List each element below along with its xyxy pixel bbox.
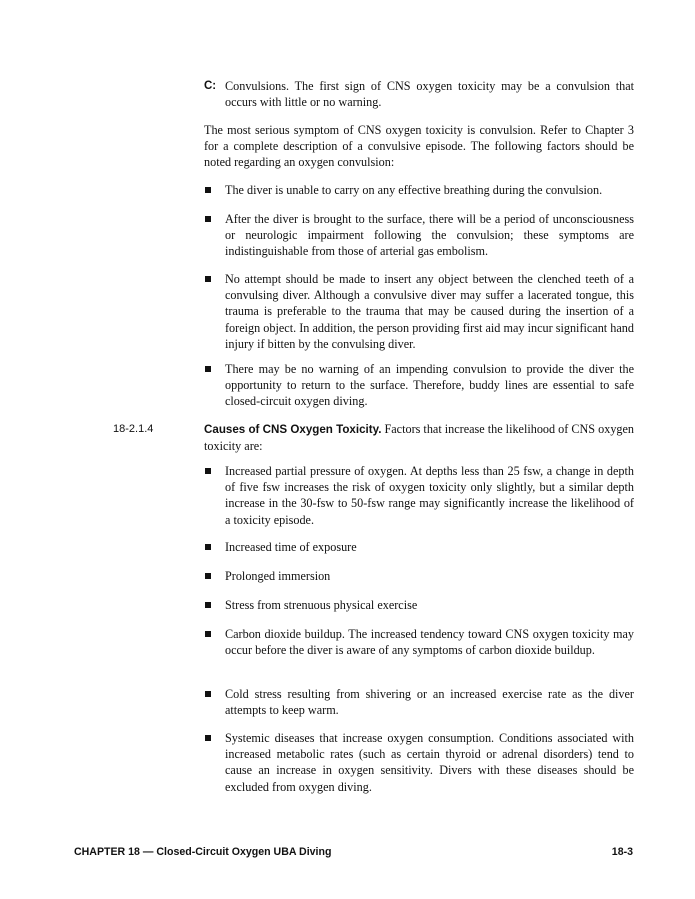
bullet-text: No attempt should be made to insert any object between the clenched teeth of a convulsing diver. Although a convulsive diver may suffer a lacerated tongue, this trauma is preferable to the trauma that may be caused during the insertion of a foreign object. In addition, the person providing first aid may incur significant hand injury if bitten by the convulsing diver. [225, 272, 634, 351]
bullet-square-icon [205, 544, 211, 550]
bullet-text: Cold stress resulting from shivering or an increased exercise rate as the diver attempts to keep warm. [225, 687, 634, 718]
bullet-square-icon [205, 276, 211, 282]
intro-paragraph: The most serious symptom of CNS oxygen toxicity is convulsion. Refer to Chapter 3 for a complete description of a convulsive episode. The following factors should be noted regarding an oxygen convulsion: [204, 123, 634, 170]
bullet-square-icon [205, 631, 211, 637]
bullet-square-icon [205, 468, 211, 474]
convulsion-bullet [204, 271, 634, 352]
convulsion-bullet [204, 182, 634, 198]
section-paragraph [204, 421, 634, 454]
item-c [204, 78, 634, 110]
bullet-text: There may be no warning of an impending convulsion to provide the diver the opportunity to return to the surface. Therefore, buddy lines are essential to safe closed-circuit oxygen diving. [225, 362, 634, 409]
footer-chapter-title: CHAPTER 18 — Closed-Circuit Oxygen UBA Diving [74, 846, 332, 858]
bullet-square-icon [205, 187, 211, 193]
cause-bullet [204, 730, 634, 795]
bullet-square-icon [205, 691, 211, 697]
cause-bullet [204, 597, 634, 613]
bullet-square-icon [205, 573, 211, 579]
bullet-square-icon [205, 735, 211, 741]
bullet-text: Increased time of exposure [225, 540, 357, 554]
cause-bullet [204, 568, 634, 584]
convulsion-bullet [204, 361, 634, 410]
section-heading: Causes of CNS Oxygen Toxicity. [204, 423, 382, 436]
item-c-text: Convulsions. The first sign of CNS oxygen toxicity may be a convulsion that occurs with little or no warning. [225, 79, 634, 110]
bullet-text: Stress from strenuous physical exercise [225, 598, 418, 612]
bullet-square-icon [205, 602, 211, 608]
cause-bullet [204, 463, 634, 528]
bullet-text: Increased partial pressure of oxygen. At depths less than 25 fsw, a change in depth of five fsw increases the risk of oxygen toxicity only slightly, but a similar depth increase in the 30-fsw to 50-fsw range may significantly increase the likelihood of a toxicity episode. [225, 464, 634, 527]
bullet-text: After the diver is brought to the surface, there will be a period of unconsciousness or neurologic impairment following the convulsion; these symptoms are indistinguishable from those of arterial gas embolism. [225, 212, 634, 259]
convulsion-bullet [204, 211, 634, 260]
cause-bullet [204, 539, 634, 555]
bullet-text: Prolonged immersion [225, 569, 331, 583]
item-c-label: C: [204, 80, 217, 92]
bullet-text: Carbon dioxide buildup. The increased tendency toward CNS oxygen toxicity may occur before the diver is aware of any symptoms of carbon dioxide buildup. [225, 627, 634, 658]
bullet-text: Systemic diseases that increase oxygen consumption. Conditions associated with increased metabolic rates (such as certain thyroid or adrenal disorders) tend to cause an increase in oxygen sensitivity. Divers with these diseases should be excluded from oxygen diving. [225, 731, 634, 794]
footer-page-number: 18-3 [611, 846, 633, 858]
bullet-text: The diver is unable to carry on any effective breathing during the convulsion. [225, 183, 603, 197]
section-text: Factors that increase the likelihood of CNS oxygen toxicity are: [204, 422, 635, 454]
bullet-square-icon [205, 366, 211, 372]
cause-bullet [204, 626, 634, 658]
section-number: 18-2.1.4 [113, 423, 154, 435]
cause-bullet [204, 686, 634, 718]
bullet-square-icon [205, 216, 211, 222]
